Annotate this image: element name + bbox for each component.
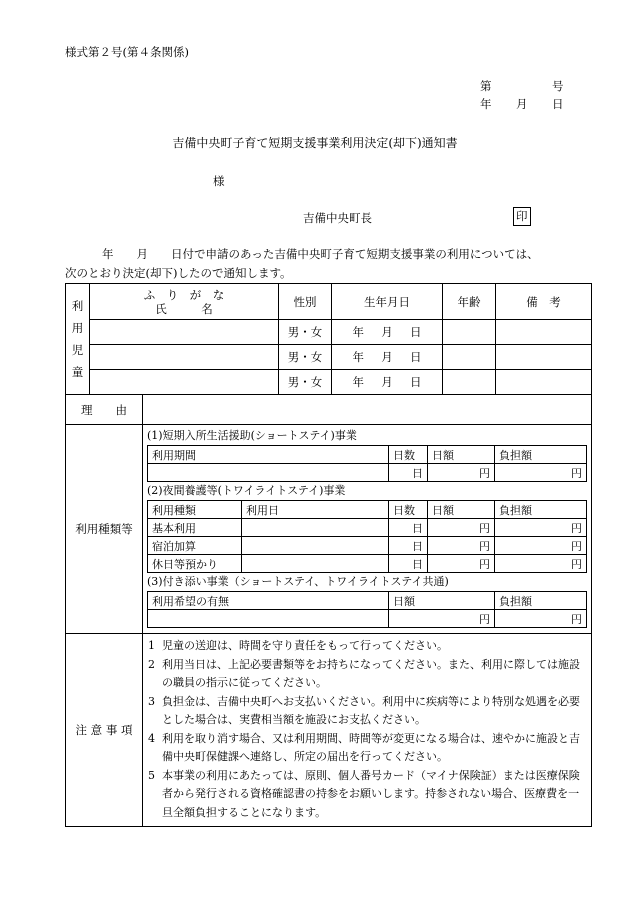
- gender-cell: 男・女: [279, 345, 332, 370]
- year-unit: 年: [352, 350, 364, 364]
- escort-title: (3)付き添い事業（ショートステイ、トワイライトステイ共通): [147, 575, 449, 588]
- days-header: 日数: [389, 446, 428, 464]
- amount-cell: 円: [428, 519, 495, 537]
- birthdate-cell: [332, 320, 443, 345]
- note-item: [148, 730, 583, 767]
- child-header-row: [66, 284, 592, 320]
- furigana-label: ふ り が な: [143, 287, 225, 302]
- side-char: 用: [71, 321, 84, 335]
- child-row: [66, 370, 592, 395]
- notes-row: [66, 634, 592, 827]
- note-item: [148, 637, 583, 656]
- remarks-cell: [496, 370, 592, 395]
- type-cell: 休日等預かり: [148, 555, 242, 573]
- usage-cell: [143, 425, 592, 634]
- issuer-name: 吉備中央町長: [303, 211, 372, 225]
- short-stay-title: (1)短期入所生活援助(ショートステイ)事業: [147, 429, 357, 442]
- amount-cell: 円: [428, 464, 495, 482]
- child-row: [66, 345, 592, 370]
- child-name-cell: [90, 370, 279, 395]
- name-header: [90, 284, 279, 320]
- date-header: 利用日: [242, 501, 389, 519]
- twilight-stay-title: (2)夜間養護等(トワイライトステイ)事業: [147, 484, 346, 497]
- twilight-row: [148, 555, 587, 573]
- type-cell: 基本利用: [148, 519, 242, 537]
- note-text: 児童の送迎は、時間を守り責任をもって行ってください。: [162, 639, 448, 652]
- reason-label: 理 由: [66, 395, 143, 425]
- date-year: 年: [480, 97, 492, 111]
- wish-cell: [148, 610, 389, 628]
- note-text: 利用当日は、上記必要書類等をお持ちになってください。また、利用に際しては施設の職員の指示に従ってください。: [162, 657, 580, 689]
- note-text: 利用を取り消す場合、又は利用期間、時間等が変更になる場合は、速やかに施設と吉備中央町保健課へ連絡し、所定の届出を行ってください。: [162, 731, 580, 763]
- burden-header: 負担額: [495, 446, 587, 464]
- note-item: [148, 767, 583, 823]
- date-cell: [242, 537, 389, 555]
- side-char: 童: [71, 365, 84, 379]
- escort-table: [147, 591, 587, 628]
- date-day: 日: [552, 97, 564, 111]
- document-title: 吉備中央町子育て短期支援事業利用決定(却下)通知書: [172, 136, 458, 150]
- remarks-cell: [496, 320, 592, 345]
- gender-cell: 男・女: [279, 370, 332, 395]
- reason-row: [66, 395, 592, 425]
- burden-cell: 円: [495, 464, 587, 482]
- intro-line-2: 次のとおり決定(却下)したので通知します。: [65, 266, 292, 280]
- burden-header: 負担額: [495, 501, 587, 519]
- notes-cell: [143, 634, 592, 827]
- day-unit: 日: [410, 375, 422, 389]
- day-unit: 日: [410, 325, 422, 339]
- days-cell: 日: [389, 537, 428, 555]
- year-unit: 年: [352, 325, 364, 339]
- days-header: 日数: [389, 501, 428, 519]
- month-unit: 月: [381, 375, 393, 389]
- side-char: 利: [71, 299, 84, 313]
- note-number: 1: [148, 639, 155, 652]
- seal-box: 印: [513, 207, 531, 226]
- form-id: 様式第２号(第４条関係): [65, 45, 189, 59]
- type-header: 利用種類: [148, 501, 242, 519]
- date-cell: [242, 555, 389, 573]
- note-number: 5: [148, 768, 155, 782]
- amount-header: 日額: [428, 446, 495, 464]
- type-cell: 宿泊加算: [148, 537, 242, 555]
- child-name-cell: [90, 320, 279, 345]
- burden-cell: 円: [495, 610, 587, 628]
- age-cell: [443, 320, 496, 345]
- usage-row: [66, 425, 592, 634]
- note-text: 本事業の利用にあたっては、原則、個人番号カード（マイナ保険証）または医療保険者から発行される資格確認書の持参をお願いします。持参されない場合、医療費を一旦全額負担することになります。: [162, 768, 580, 819]
- age-cell: [443, 345, 496, 370]
- date-month: 月: [516, 97, 528, 111]
- name-label: 氏 名: [155, 301, 213, 316]
- doc-number-prefix: 第: [480, 79, 492, 93]
- usage-label: 利用種類等: [66, 425, 143, 634]
- amount-header: 日額: [389, 592, 495, 610]
- notification-form-table: [65, 283, 592, 827]
- short-stay-table: [147, 445, 587, 482]
- amount-header: 日額: [428, 501, 495, 519]
- note-number: 4: [148, 731, 155, 745]
- burden-cell: 円: [495, 519, 587, 537]
- day-unit: 日: [410, 350, 422, 364]
- amount-cell: 円: [428, 555, 495, 573]
- note-text: 負担金は、吉備中央町へお支払いください。利用中に疾病等により特別な処遇を必要とした場合は、実費相当額を施設にお支払ください。: [162, 694, 580, 726]
- burden-cell: 円: [495, 555, 587, 573]
- period-header: 利用期間: [148, 446, 389, 464]
- reason-cell: [143, 395, 592, 425]
- doc-number-suffix: 号: [552, 79, 564, 93]
- age-header: 年齢: [443, 284, 496, 320]
- year-unit: 年: [352, 375, 364, 389]
- remarks-header: 備 考: [496, 284, 592, 320]
- addressee-suffix: 様: [213, 174, 225, 188]
- child-row: [66, 320, 592, 345]
- days-cell: 日: [389, 519, 428, 537]
- note-item: [148, 693, 583, 730]
- birthdate-cell: [332, 370, 443, 395]
- intro-line-1: 年 月 日付で申請のあった吉備中央町子育て短期支援事業の利用については、: [102, 247, 539, 261]
- note-item: [148, 656, 583, 693]
- amount-cell: 円: [389, 610, 495, 628]
- period-cell: [148, 464, 389, 482]
- remarks-cell: [496, 345, 592, 370]
- wish-header: 利用希望の有無: [148, 592, 389, 610]
- side-char: 児: [71, 343, 84, 357]
- days-cell: 日: [389, 555, 428, 573]
- age-cell: [443, 370, 496, 395]
- birthdate-header: 生年月日: [332, 284, 443, 320]
- notes-label: 注 意 事 項: [66, 634, 143, 827]
- twilight-stay-table: [147, 500, 587, 573]
- note-number: 3: [148, 694, 155, 708]
- child-side-label: [66, 284, 90, 395]
- amount-cell: 円: [428, 537, 495, 555]
- twilight-row: [148, 537, 587, 555]
- note-number: 2: [148, 657, 155, 671]
- twilight-row: [148, 519, 587, 537]
- gender-header: 性別: [279, 284, 332, 320]
- burden-cell: 円: [495, 537, 587, 555]
- month-unit: 月: [381, 350, 393, 364]
- gender-cell: 男・女: [279, 320, 332, 345]
- burden-header: 負担額: [495, 592, 587, 610]
- month-unit: 月: [381, 325, 393, 339]
- birthdate-cell: [332, 345, 443, 370]
- days-cell: 日: [389, 464, 428, 482]
- child-name-cell: [90, 345, 279, 370]
- date-cell: [242, 519, 389, 537]
